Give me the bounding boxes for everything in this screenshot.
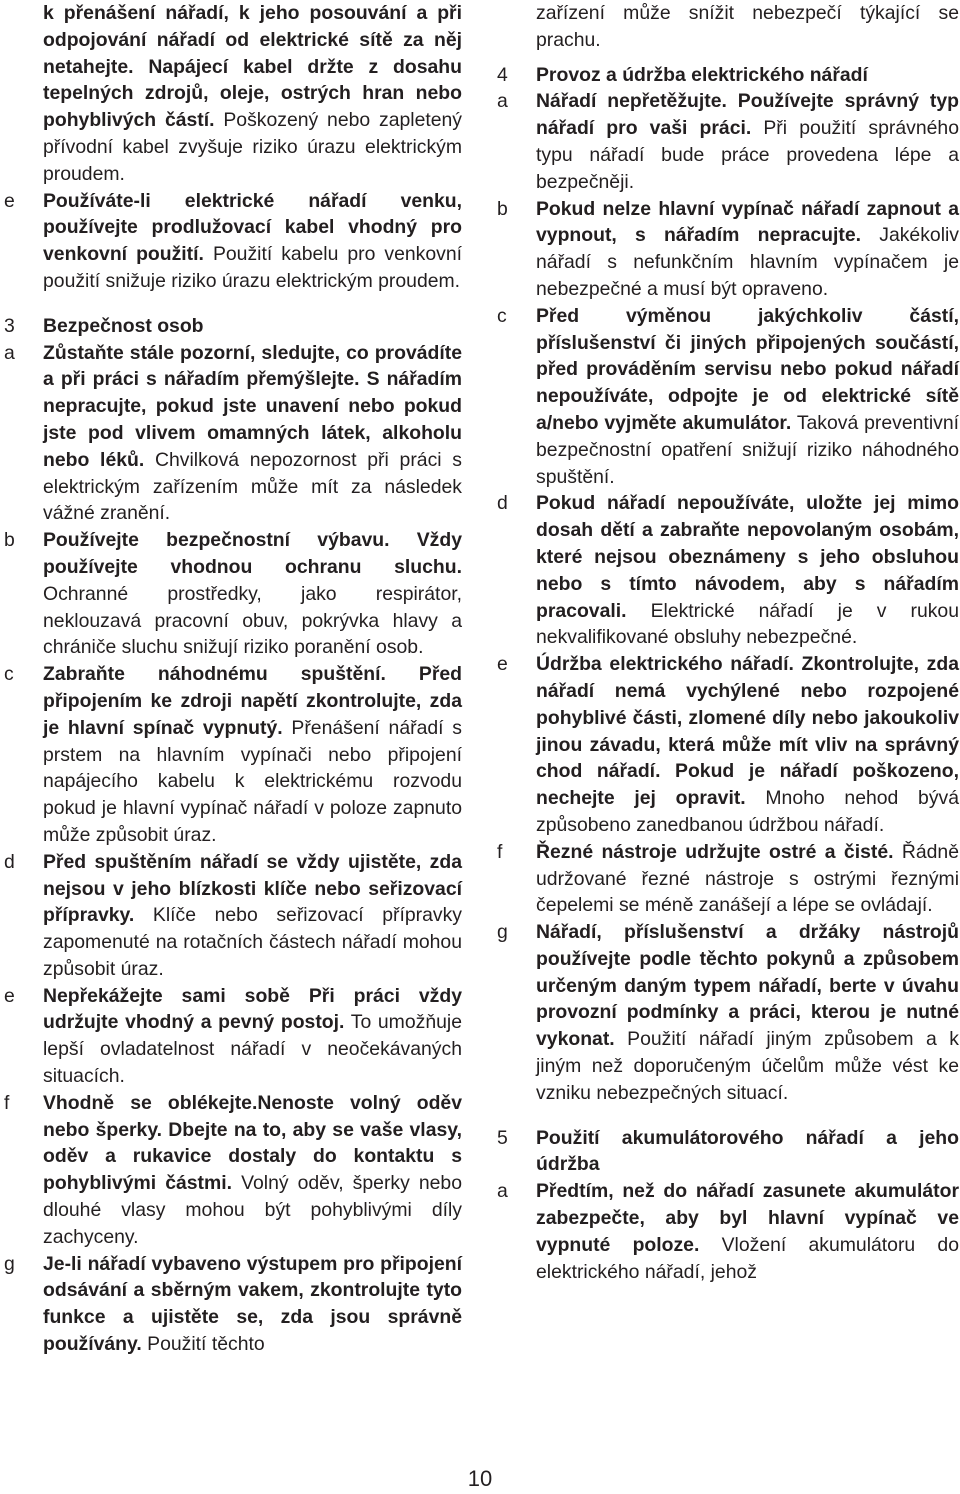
explanation-text: Použití nářadí jiným způsobem a k jiným než doporučeným účelům může vést ke vzniku nebezpečných situací.	[536, 1028, 960, 1104]
item-4f	[497, 839, 959, 919]
section-number: 5	[497, 1126, 508, 1149]
spacer	[497, 54, 959, 62]
explanation-text: Poškozený nebo zapletený přívodní kabel zvyšuje riziko úrazu elektrickým proudem.	[43, 109, 463, 185]
explanation-text: Jakékoliv nářadí s nefunkčním hlavním vypínačem je nebezpečné a musí být opraveno.	[536, 224, 959, 300]
item-3d	[4, 849, 462, 983]
explanation-text: Ochranné prostředky, jako respirátor, neklouzavá pracovní obuv, pokrývka hlavy a chrániče sluchu snižují riziko poranění osob.	[43, 582, 462, 659]
instruction-bold: Zůstaňte stále pozorní, sledujte, co provádíte a při práci s nářadím přemýšlejte. S nářadím nepracujte, pokud jste unavení nebo pokud jste pod vlivem omamných látek, alkoholu nebo léků.	[43, 341, 462, 471]
item-label: a	[497, 1180, 508, 1203]
section-title: Provoz a údržba elektrického nářadí	[536, 63, 868, 86]
item-label: a	[497, 90, 508, 113]
item-text	[43, 661, 462, 849]
item-text	[43, 340, 462, 528]
item-text	[43, 1251, 462, 1358]
explanation-text: zařízení může snížit nebezpečí týkající se prachu.	[536, 2, 959, 51]
instruction-bold: Je-li nářadí vybaveno výstupem pro připojení odsávání a sběrným vakem, zkontrolujte tyto funkce a ujistěte se, zda jsou správně používány.	[43, 1252, 462, 1356]
item-text	[43, 983, 462, 1090]
item-text	[43, 1090, 462, 1251]
item-label: g	[497, 921, 508, 944]
item-4d	[497, 490, 959, 651]
page-number: 10	[467, 1466, 493, 1491]
explanation-text: Taková preventivní bezpečnostní opatření snižují riziko náhodného spuštění.	[536, 411, 959, 488]
instruction-bold: Řezné nástroje udržujte ostré a čisté.	[536, 840, 894, 863]
instruction-bold: Používejte bezpečnostní výbavu. Vždy používejte vhodnou ochranu sluchu.	[43, 529, 462, 578]
item-label: a	[4, 341, 15, 364]
item-text	[43, 527, 462, 661]
section-number: 3	[4, 314, 15, 337]
item-4a	[497, 88, 959, 195]
item-cable-continued	[4, 0, 462, 188]
right-column	[497, 0, 959, 1285]
explanation-text: Použití kabelu pro venkovní použití snižuje riziko úrazu elektrickým proudem.	[43, 243, 463, 292]
explanation-text: Chvilková nepozornost při práci s elektrickým zařízením může mít za následek vážné zranění.	[43, 448, 463, 525]
item-text	[43, 849, 462, 983]
section-4-heading	[497, 62, 959, 89]
spacer	[4, 295, 462, 313]
item-label: f	[4, 1091, 10, 1114]
item-label: e	[4, 189, 15, 212]
item-3e	[4, 983, 462, 1090]
item-4e	[497, 651, 959, 839]
explanation-text: Klíče nebo seřizovací přípravky zapomenuté na rotačních částech nářadí mohou způsobit úraz.	[43, 904, 463, 980]
item-label: e	[497, 653, 508, 676]
instruction-bold: Pokud nářadí nepoužíváte, uložte jej mimo dosah dětí a zabraňte nepovolaným osobám, které nejsou obeznámeny s jeho obsluhou nebo s tímto návodem, aby s nářadím pracovali.	[536, 492, 959, 622]
instruction-bold: Nářadí, příslušenství a držáky nástrojů používejte podle těchto pokynů a způsobem určeným daným typem nářadí, berte v úvahu provozní podmínky a práci, kterou je nutné vykonat.	[536, 921, 959, 1051]
explanation-text: Elektrické nářadí je v rukou nekvalifikované obsluhy nebezpečné.	[536, 599, 959, 649]
explanation-text: Volný oděv, šperky nebo dlouhé vlasy mohou být pohyblivými díly zachyceny.	[43, 1172, 462, 1248]
item-4g	[497, 919, 959, 1107]
item-3f	[4, 1090, 462, 1251]
explanation-text: Mnoho nehod bývá způsobeno zanedbanou údržbou nářadí.	[536, 787, 959, 836]
item-label: b	[4, 529, 15, 552]
item-label: d	[497, 492, 508, 515]
instruction-bold: Zabraňte náhodnému spuštění. Před připojením ke zdroji napětí zkontrolujte, zda je hlavní spínač vypnutý.	[43, 663, 462, 739]
item-text	[536, 303, 959, 491]
instruction-bold: Používáte-li elektrické nářadí venku, používejte prodlužovací kabel vhodný pro venkovní použití.	[43, 189, 462, 266]
item-5a	[497, 1178, 959, 1285]
instruction-bold: Nepřekážejte sami sobě Při práci vždy udržujte vhodný a pevný postoj.	[43, 984, 462, 1034]
instruction-bold: Vhodně se oblékejte.Nenoste volný oděv nebo šperky. Dbejte na to, aby se vaše vlasy, oděv a rukavice dostaly do kontaktu s pohyblivými částmi.	[43, 1091, 462, 1195]
section-3-heading	[4, 313, 462, 340]
item-text	[536, 0, 959, 54]
explanation-text: Vložení akumulátoru do elektrického nářadí, jehož	[536, 1233, 959, 1283]
section-number: 4	[497, 63, 508, 86]
item-3b	[4, 527, 462, 661]
item-text	[536, 196, 959, 303]
explanation-text: Řádně udržované řezné nástroje s ostrými řeznými čepelemi se méně zanášejí a lépe se ovládají.	[536, 840, 959, 917]
item-text	[536, 490, 959, 651]
instruction-bold: k přenášení nářadí, k jeho posouvání a při odpojování nářadí od elektrické sítě za něj netahejte. Napájecí kabel držte z dosahu tepelných zdrojů, oleje, ostrých hran nebo pohyblivých částí.	[43, 2, 462, 132]
item-label: f	[497, 840, 503, 863]
item-text	[536, 839, 959, 919]
section-title: Použití akumulátorového nářadí a jeho údržba	[536, 1126, 959, 1176]
item-4b	[497, 196, 959, 303]
item-text	[43, 0, 462, 188]
instruction-bold: Předtím, než do nářadí zasunete akumulátor zabezpečte, aby byl hlavní vypínač ve vypnuté poloze.	[536, 1180, 959, 1256]
section-5-heading	[497, 1125, 959, 1179]
item-label: b	[497, 197, 508, 220]
item-label: g	[4, 1252, 15, 1275]
instruction-bold: Údržba elektrického nářadí. Zkontrolujte, zda nářadí nemá vychýlené nebo rozpojené pohyblivé části, zlomené díly nebo jakoukoliv jinou závadu, která může mít vliv na správný chod nářadí. Pokud je nářadí poškozeno, nechejte jej opravit.	[536, 653, 959, 810]
section-title: Bezpečnost osob	[43, 314, 204, 337]
item-dust-continued	[497, 0, 959, 54]
explanation-text: Přenášení nářadí s prstem na hlavním vypínači nebo připojení napájecího kabelu k elektrickému rozvodu pokud je hlavní vypínač nářadí v poloze zapnuto může způsobit úraz.	[43, 716, 462, 846]
item-e-outdoor-cable	[4, 188, 462, 295]
instruction-bold: Pokud nelze hlavní vypínač nářadí zapnout a vypnout, s nářadím nepracujte.	[536, 197, 959, 247]
item-label: e	[4, 984, 15, 1007]
explanation-text: Při použití správného typu nářadí bude práce provedena lépe a bezpečněji.	[536, 117, 959, 193]
explanation-text: Použití těchto	[147, 1333, 265, 1356]
item-label: c	[497, 304, 507, 327]
item-text	[536, 651, 959, 839]
spacer	[497, 1107, 959, 1125]
instruction-bold: Nářadí nepřetěžujte. Používejte správný typ nářadí pro vaši práci.	[536, 90, 959, 140]
instruction-bold: Před spuštěním nářadí se vždy ujistěte, zda nejsou v jeho blízkosti klíče nebo seřizovací přípravky.	[43, 850, 462, 927]
item-text	[43, 188, 462, 295]
explanation-text: To umožňuje lepší ovladatelnost nářadí v neočekávaných situacích.	[43, 1011, 462, 1088]
item-3a	[4, 340, 462, 528]
item-3c	[4, 661, 462, 849]
item-3g	[4, 1251, 462, 1358]
item-text	[536, 919, 959, 1107]
left-column	[4, 0, 462, 1358]
item-label: c	[4, 663, 14, 686]
item-text	[536, 1178, 959, 1285]
item-text	[536, 88, 959, 195]
instruction-bold: Před výměnou jakýchkoliv částí, příslušenství či jiných připojených součástí, před prováděním servisu nebo pokud nářadí nepoužíváte, odpojte je od elektrické sítě a/nebo vyjměte akumulátor.	[536, 304, 959, 434]
item-4c	[497, 303, 959, 491]
item-label: d	[4, 850, 15, 873]
